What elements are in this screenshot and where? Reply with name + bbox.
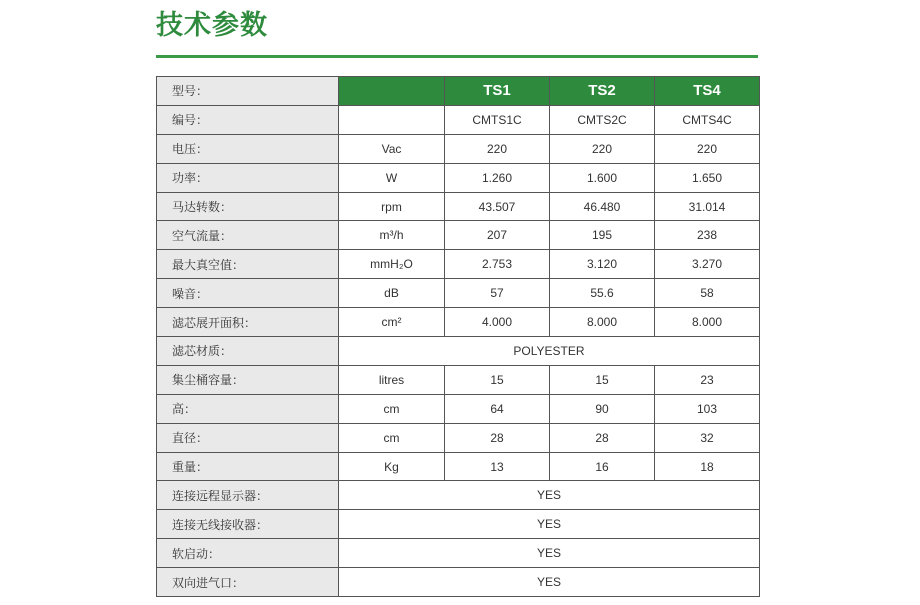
spec-table: [156, 76, 760, 597]
row-label: 直径：: [157, 423, 339, 452]
value-cell: 28: [550, 423, 655, 452]
row-label: 集尘桶容量：: [157, 365, 339, 394]
row-label: 型号：: [157, 77, 339, 106]
value-cell: 55.6: [550, 279, 655, 308]
table-row-feature: [157, 539, 760, 568]
row-label: 空气流量：: [157, 221, 339, 250]
unit-cell: mmH₂O: [339, 250, 445, 279]
model-header-ts4: TS4: [655, 77, 760, 106]
table-row-feature: [157, 568, 760, 597]
row-label: 滤芯材质：: [157, 337, 339, 366]
row-label: 连接远程显示器：: [157, 481, 339, 510]
unit-cell: Vac: [339, 134, 445, 163]
value-cell: 16: [550, 452, 655, 481]
title-divider: [156, 55, 758, 58]
model-header-ts2: TS2: [550, 77, 655, 106]
value-cell: 15: [445, 365, 550, 394]
table-row: [157, 279, 760, 308]
row-label: 马达转数：: [157, 192, 339, 221]
value-cell: 90: [550, 394, 655, 423]
row-label: 重量：: [157, 452, 339, 481]
value-cell: 207: [445, 221, 550, 250]
unit-cell: Kg: [339, 452, 445, 481]
unit-cell: cm: [339, 394, 445, 423]
row-label: 噪音：: [157, 279, 339, 308]
row-label: 编号：: [157, 105, 339, 134]
value-cell: CMTS1C: [445, 105, 550, 134]
value-cell: 28: [445, 423, 550, 452]
unit-cell: dB: [339, 279, 445, 308]
table-row: [157, 365, 760, 394]
value-cell: 1.260: [445, 163, 550, 192]
value-cell: 220: [550, 134, 655, 163]
value-cell: 31.014: [655, 192, 760, 221]
value-cell: 1.600: [550, 163, 655, 192]
value-cell: 220: [445, 134, 550, 163]
table-row: [157, 423, 760, 452]
table-row-feature: [157, 510, 760, 539]
table-row: [157, 394, 760, 423]
unit-cell: m³/h: [339, 221, 445, 250]
unit-cell: cm: [339, 423, 445, 452]
unit-header-cell: [339, 77, 445, 106]
row-label: 功率：: [157, 163, 339, 192]
value-cell: 23: [655, 365, 760, 394]
value-cell: 15: [550, 365, 655, 394]
value-cell: 32: [655, 423, 760, 452]
row-label: 电压：: [157, 134, 339, 163]
table-row: [157, 308, 760, 337]
value-cell: 103: [655, 394, 760, 423]
feature-value-cell: YES: [339, 481, 760, 510]
value-cell: 58: [655, 279, 760, 308]
value-cell: 46.480: [550, 192, 655, 221]
feature-value-cell: YES: [339, 510, 760, 539]
value-cell: 18: [655, 452, 760, 481]
model-header-ts1: TS1: [445, 77, 550, 106]
page-title: 技术参数: [156, 10, 268, 41]
value-cell: 8.000: [655, 308, 760, 337]
unit-cell: W: [339, 163, 445, 192]
unit-cell: rpm: [339, 192, 445, 221]
value-cell: 64: [445, 394, 550, 423]
value-cell: 1.650: [655, 163, 760, 192]
value-cell: 3.120: [550, 250, 655, 279]
row-label: 最大真空值：: [157, 250, 339, 279]
value-cell: 220: [655, 134, 760, 163]
table-row: [157, 134, 760, 163]
value-cell: CMTS4C: [655, 105, 760, 134]
value-cell: 195: [550, 221, 655, 250]
row-label: 连接无线接收器：: [157, 510, 339, 539]
table-row: [157, 192, 760, 221]
value-cell: 57: [445, 279, 550, 308]
value-cell: CMTS2C: [550, 105, 655, 134]
value-cell: 13: [445, 452, 550, 481]
row-label: 滤芯展开面积：: [157, 308, 339, 337]
table-row: [157, 163, 760, 192]
unit-cell: cm²: [339, 308, 445, 337]
feature-value-cell: YES: [339, 568, 760, 597]
value-cell: 2.753: [445, 250, 550, 279]
row-label: 双向进气口：: [157, 568, 339, 597]
value-cell: 4.000: [445, 308, 550, 337]
row-label: 软启动：: [157, 539, 339, 568]
table-row: [157, 452, 760, 481]
value-cell: 238: [655, 221, 760, 250]
table-row: [157, 250, 760, 279]
table-row: [157, 105, 760, 134]
feature-value-cell: YES: [339, 539, 760, 568]
material-value-cell: POLYESTER: [339, 337, 760, 366]
table-header-row: [157, 77, 760, 106]
value-cell: 43.507: [445, 192, 550, 221]
unit-cell: litres: [339, 365, 445, 394]
table-row-feature: [157, 481, 760, 510]
value-cell: 8.000: [550, 308, 655, 337]
value-cell: 3.270: [655, 250, 760, 279]
table-row: [157, 221, 760, 250]
row-label: 高：: [157, 394, 339, 423]
unit-cell: [339, 105, 445, 134]
table-row-material: [157, 337, 760, 366]
